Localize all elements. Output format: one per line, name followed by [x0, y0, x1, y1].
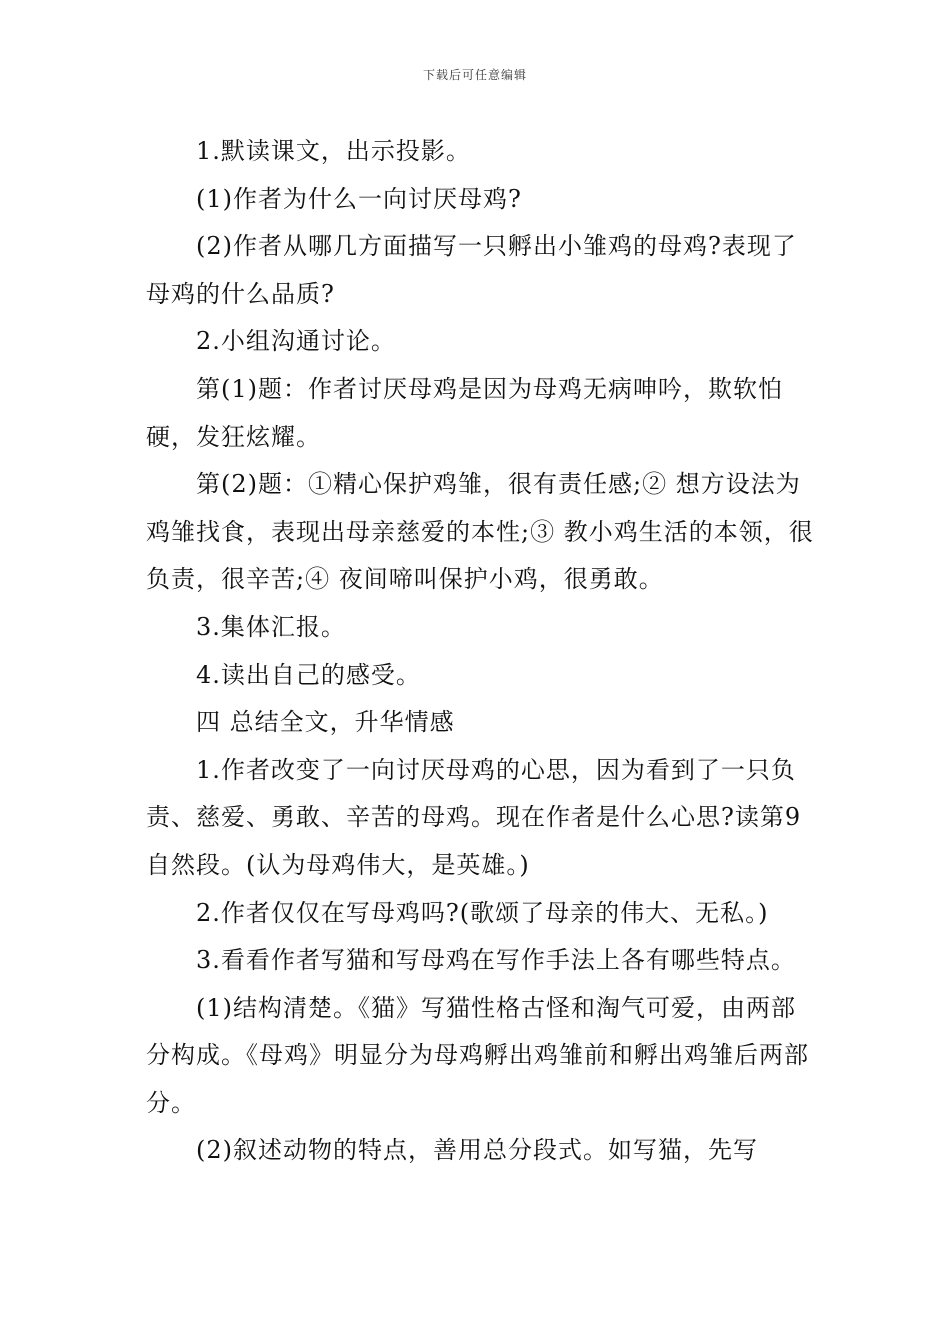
document-body	[146, 128, 814, 1175]
paragraph: (2)作者从哪几方面描写一只孵出小雏鸡的母鸡?表现了母鸡的什么品质?	[146, 232, 797, 308]
paragraph: 2.作者仅仅在写母鸡吗?(歌颂了母亲的伟大、无私。)	[196, 898, 769, 927]
paragraph: 2.小组沟通讨论。	[196, 327, 396, 356]
paragraph: 1.默读课文，出示投影。	[196, 137, 471, 165]
paragraph: 3.集体汇报。	[196, 612, 346, 641]
paragraph: 第(1)题：作者讨厌母鸡是因为母鸡无病呻吟，欺软怕硬，发狂炫耀。	[146, 374, 783, 451]
page-header: 下载后可任意编辑	[422, 68, 527, 82]
paragraph: 1.作者改变了一向讨厌母鸡的心思，因为看到了一只负责、慈爱、勇敢、辛苦的母鸡。现在作者是什么心思?读第9自然段。(认为母鸡伟大，是英雄。)	[146, 755, 802, 879]
paragraph: 3.看看作者写猫和写母鸡在写作手法上各有哪些特点。	[196, 946, 796, 975]
section-heading: 四 总结全文，升华情感	[196, 708, 455, 737]
paragraph: (1)作者为什么一向讨厌母鸡?	[196, 184, 522, 213]
paragraph: 第(2)题：①精心保护鸡雏，很有责任感;② 想方设法为鸡雏找食，表现出母亲慈爱的本性;③ 教小鸡生活的本领，很负责，很辛苦;④ 夜间啼叫保护小鸡，很勇敢。	[146, 470, 814, 594]
paragraph: (1)结构清楚。《猫》写猫性格古怪和淘气可爱，由两部分构成。《母鸡》明显分为母鸡孵出鸡雏前和孵出鸡雏后两部分。	[146, 993, 809, 1117]
paragraph: 4.读出自己的感受。	[196, 660, 421, 689]
paragraph: (2)叙述动物的特点，善用总分段式。如写猫，先写	[196, 1136, 758, 1165]
